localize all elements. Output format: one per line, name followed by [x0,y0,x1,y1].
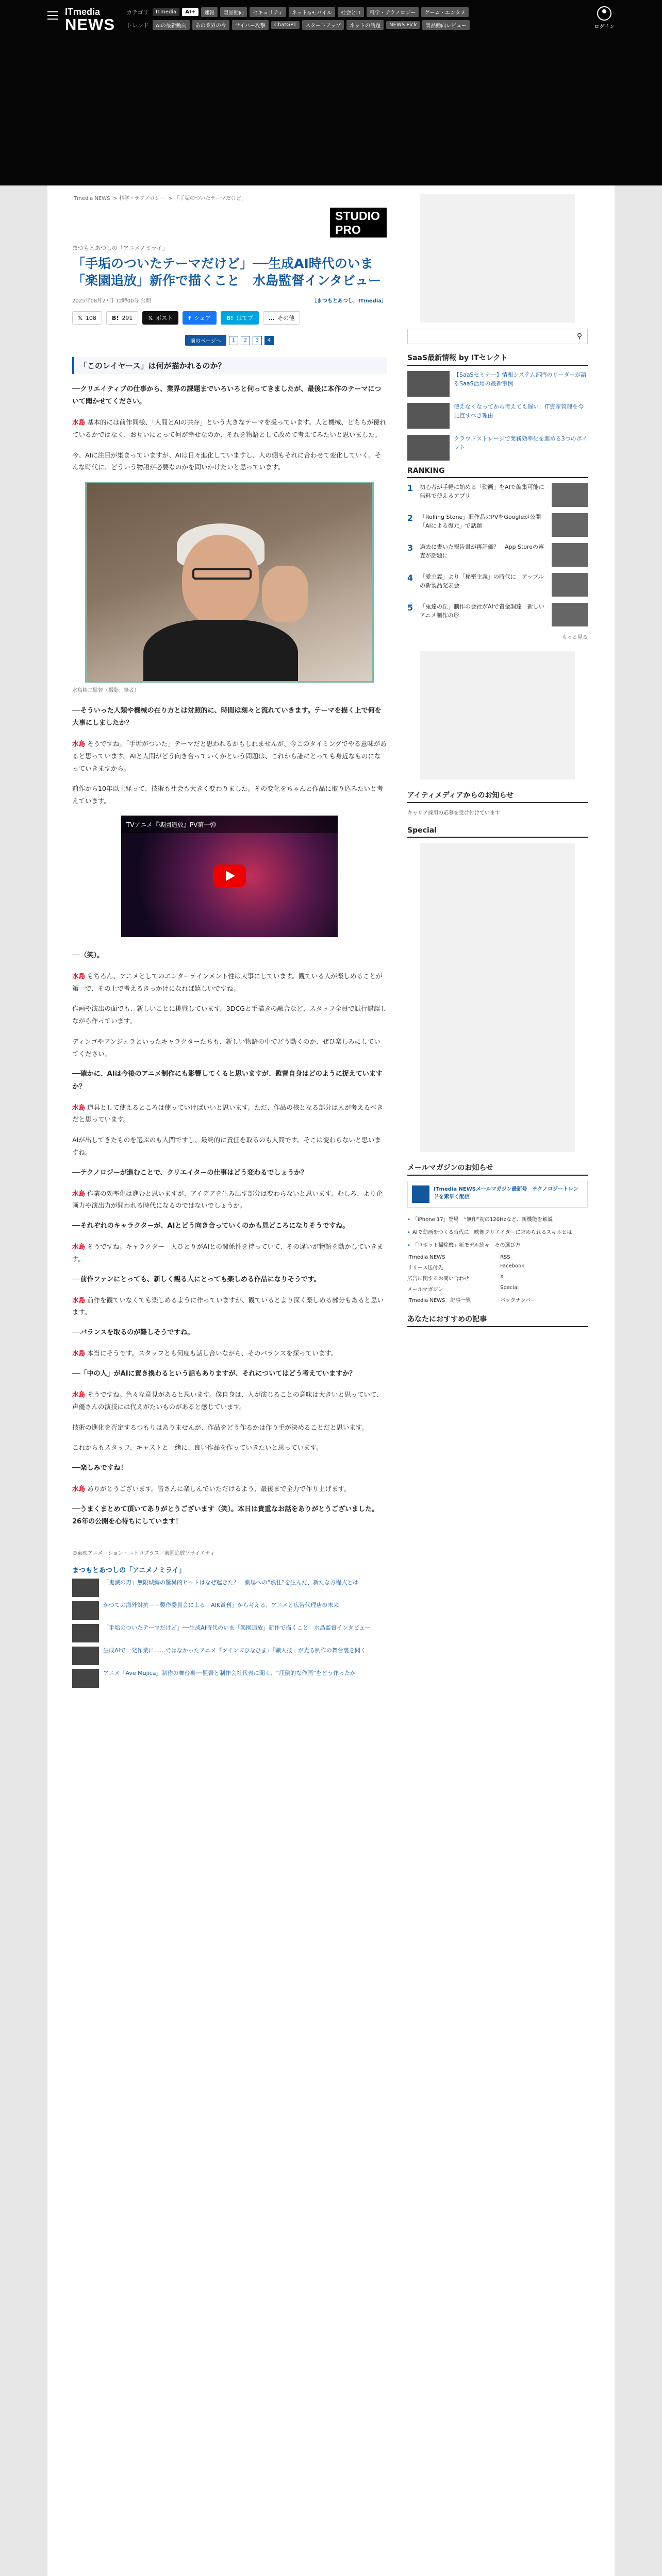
hatena-label: はてブ [236,315,254,321]
newsletter-heading: メールマガジンのお知らせ [407,1162,588,1176]
question: ──バランスを取るのが難しそうですね。 [72,1329,194,1337]
rank-title: 「兎達の丘」制作の会社がAIで資金調達 新しいアニメ制作の形 [420,603,544,619]
saas-item[interactable] [407,371,588,397]
nav-chip[interactable]: 製品動向レビュー [422,20,470,30]
article-title: 「手垢のついたテーマだけど」──生成AI時代のいま「楽園追放」新作で描くこと 水島監督インタビュー [72,256,382,288]
saas-title: 【SaaSセミナー】情報システム部門のリーダーが語るSaaS活用の最新事例 [454,371,587,387]
closing-question: ──うまくまとめて頂いてありがとうございます（笑）。本日は貴重なお話をありがとうございました。26年の公開を心待ちにしています！ [72,1505,379,1526]
nav-chip[interactable]: ネット&モバイル [289,7,335,17]
related-series-heading[interactable]: まつもとあつしの「アニメノミライ」 [72,1566,186,1574]
rank-title: 過去に書いた報告書が再評価？ App Storeの審査が話題に [420,544,544,559]
nav-chip[interactable]: 社会とIT [338,7,364,17]
link-item[interactable]: ITmedia NEWS 記事一覧 [407,1298,471,1303]
question: ──クリエイティブの仕事から、業界の課題までいろいろと伺ってきましたが、最後に本作のテーマについて聞かせてください。 [72,385,382,406]
nav-chip[interactable]: セキュリティ [250,7,286,17]
login-button[interactable] [594,6,615,30]
author-credit [312,296,387,304]
page-link[interactable]: 3 [253,336,262,345]
answer [72,1188,387,1212]
related-thumbnail [72,1647,99,1665]
nav-chip[interactable]: スタートアップ [302,20,344,30]
newsletter-logo [412,1185,429,1203]
breadcrumb-item[interactable]: ITmedia NEWS [72,196,110,201]
nav-chip[interactable]: ITmedia [153,8,179,16]
ranking-heading: RANKING [407,467,588,478]
related-thumbnail [72,1579,99,1597]
author-name[interactable]: ［まつもとあつし，ITmedia］ [311,298,387,304]
answer [72,1241,387,1265]
video-title[interactable]: TVアニメ『楽園追放』PV第一弾 [121,816,338,833]
rank-number: 5 [407,603,413,613]
related-thumbnail [72,1601,99,1620]
nav-chip[interactable]: ゲーム・エンタメ [421,7,469,17]
question: ──（笑）。 [72,951,104,959]
site-search [407,329,588,344]
rank-thumbnail [552,483,588,507]
more-share-button[interactable] [263,311,300,325]
studio-pro-badge[interactable] [330,208,387,238]
newsletter-item[interactable]: • AIで動画をつくる時代に 映像クリエイターに求められるスキルとは [407,1229,588,1236]
saas-item[interactable] [407,435,588,461]
related-title: 「鬼滅の刃」無限城編の驚異的ヒットはなぜ起きた？ 劇場への“熱狂”を生んだ、新たな方程式とは [103,1579,359,1586]
related-item[interactable] [72,1624,387,1642]
post-button[interactable] [142,311,178,325]
ad-slot[interactable] [420,194,575,323]
answer [72,970,387,995]
ranking-item[interactable] [407,513,588,537]
speaker-name: 水島 [72,1103,86,1111]
series-label[interactable]: まつもとあつしの「アニメノミライ」 [72,245,168,251]
nav-chip[interactable]: AIの最新動向 [153,20,190,30]
x-icon: 𝕏 [78,314,82,321]
rank-title: 初心者が手軽に始める「動画」をAIで編集可能に 無料で使えるアプリ [420,484,550,499]
rank-thumbnail [552,543,588,567]
nav-chip[interactable]: ネットの話題 [346,20,384,30]
recommended-heading: あなたにおすすめの記事 [407,1314,588,1327]
pagination [72,335,387,346]
related-title: かつての海外対抗ーー製作委員会による「AIK賞刊」から考える、アニメと広告代理店の未来 [103,1601,339,1608]
link-item[interactable]: Facebook [500,1263,524,1269]
rank-title: 「Rolling Stone」旧作品のPVをGoogleが公開「AIによる復元」で話題 [420,514,541,529]
related-item[interactable] [72,1579,387,1597]
footer-link-grid [407,1255,588,1303]
speaker-name: 水島 [72,1485,86,1493]
special-banner[interactable] [420,843,575,1152]
answer: 今、AIに注目が集まっていますが、AIは日々進化していますし、人の側もそれに合わせて変化していく。そんな時代に、どういう物語が必要なのかを問いかけたいと思っています。 [72,451,382,471]
nav-chip[interactable]: NEWS Pick [386,21,420,29]
copyright-credit: ©東映アニメーション・ニトロプラス／楽園追放ソサイエティ [72,1550,215,1556]
related-item[interactable] [72,1601,387,1620]
article-meta [72,296,387,304]
speaker-name: 水島 [72,1349,86,1358]
post-label: ポスト [156,315,173,321]
answer: 技術の進化を否定するつもりはありませんが、作品をどう作るかは作り手が決めることだと思います。 [72,1423,368,1431]
rank-number: 1 [407,483,413,493]
related-item[interactable] [72,1669,387,1688]
notice-link[interactable]: キャリア採用の応募を受け付けています [407,810,500,816]
newsletter-text [434,1185,583,1203]
user-icon [597,6,611,21]
photo-body [143,620,298,683]
nav-chip[interactable]: あの業界の今 [192,20,229,30]
notice-heading: アイティメディアからのお知らせ [407,790,588,803]
rank-number: 3 [407,543,413,553]
answer-text: そうですね。キャラクター一人ひとりがAIとの関係性を持っていて、その違いが物語を動かしていきます。 [72,1243,384,1263]
rank-number: 2 [407,513,413,523]
answer [72,416,387,441]
nav-chip[interactable]: AI+ [182,8,198,16]
article-main [72,194,387,2576]
answer-text: ありがとうございます。皆さんに楽しんでいただけるよう、最後まで全力で作り上げます。 [87,1485,351,1493]
hatena-icon: B! [226,314,234,321]
nav-chip[interactable]: ChatGPT [271,21,300,29]
speaker-name: 水島 [72,1189,86,1197]
answer-text: 道具として使えるところは使っていけばいいと思います。ただ、作品の核となる部分は人が考えるべきだと思っています。 [72,1103,384,1124]
bookmark-icon: B! [112,314,119,321]
speaker-name: 水島 [72,1391,86,1399]
sidebar [407,194,588,2576]
answer [72,1388,387,1413]
saas-thumbnail [407,435,450,461]
post-count-button[interactable] [72,311,102,325]
ranking-item[interactable] [407,483,588,507]
page-link-current: 4 [264,336,274,345]
nav-row-label: カテゴリ [126,9,149,16]
search-icon[interactable]: ⚲ [576,332,583,341]
saas-item[interactable] [407,403,588,429]
post-count: 108 [85,314,96,321]
link-item[interactable]: ITmedia NEWS [407,1255,445,1260]
link-item[interactable]: メールマガジン [407,1287,443,1293]
nav-chip[interactable]: サイバー攻撃 [232,20,269,30]
special-heading: Special [407,826,588,838]
newsletter-box[interactable] [407,1181,588,1208]
question: ──それぞれのキャラクターが、AIとどう向き合っていくのかも見どころになりそうですね。 [72,1222,350,1230]
badge-line: STUDIO [335,209,380,223]
speaker-name: 水島 [72,1296,86,1304]
link-item[interactable]: 広告に関するお問い合わせ [407,1276,469,1282]
bookmark-count-button[interactable] [106,311,138,325]
more-icon: … [269,314,275,321]
saas-heading: SaaS最新情報 by ITセレクト [407,352,588,366]
speaker-name: 水島 [72,1243,86,1251]
ranking-item[interactable] [407,573,588,597]
ranking-more-link[interactable]: もっと見る [562,635,588,640]
saas-thumbnail [407,403,450,429]
answer [72,1483,387,1495]
question: ──そういった人類や機械の在り方とは対照的に、時間は刻々と流れていきます。テーマを描く上で何を大事にしましたか？ [72,707,382,727]
related-thumbnail [72,1624,99,1642]
breadcrumb: ITmedia NEWS > 科学・テクノロジー > 「手垢のついたテーマだけど」 [72,196,246,201]
global-header [0,0,662,185]
page-link[interactable]: 2 [241,336,250,345]
saas-thumbnail [407,371,450,397]
rank-thumbnail [552,603,588,626]
answer [72,738,387,774]
answer: AIが出してきたものを選ぶのも人間ですし、最終的に責任を取るのも人間です。そこは変わらないと思いますね。 [72,1136,381,1156]
logo-news: NEWS [65,15,115,33]
video-embed[interactable] [121,816,338,937]
search-input[interactable] [408,329,572,344]
speaker-name: 水島 [72,740,86,748]
newsletter-title: ITmedia NEWSメールマガジン最新号 テクノロジートレンドを素早く配信 [434,1187,578,1200]
answer-text: そうですね。「手垢がついた」テーマだと思われるかもしれませんが、今このタイミングでやる意味があると思っています。AIと人間がどう向き合っていくかという問題は、これから誰にとっても身近なものになっていきますから。 [72,740,387,772]
ranking-item[interactable] [407,603,588,626]
nav-row-category [126,7,470,17]
ad-slot[interactable] [420,651,575,779]
answer-text: 作業の効率化は進むと思いますが、アイデアを生み出す部分は変わらないと思います。むしろ、より企画力や演出力が問われる時代になるのではないでしょうか。 [72,1189,383,1210]
top-nav [126,7,470,30]
answer-text: もちろん、アニメとしてのエンターテインメント性は大事にしています。観ている人が楽しめることが第一で、その上で考えるきっかけになれば嬉しいですね。 [72,972,383,992]
answer-text: 本当にそうです。スタッフとも何度も話し合いながら、そのバランスを探っています。 [87,1349,338,1358]
answer [72,1101,387,1126]
photo-hand [262,566,308,622]
facebook-icon: f [188,314,191,321]
site-logo[interactable] [65,7,115,32]
answer [72,1347,387,1360]
share-label: シェア [194,315,211,321]
page-link[interactable]: 1 [229,336,238,345]
link-item[interactable]: リリース送付先 [407,1265,443,1271]
answer [72,1294,387,1319]
prev-page-button[interactable]: 前のページへ [185,335,226,346]
answer-text: そうですね。色々な意見があると思います。僕自身は、人が演じることの意味は大きいと思っていて、声優さんの演技には代えがたいものがあると感じています。 [72,1391,383,1411]
saas-title: 使えなくなってから考えても遅い：IT資産管理を今見直すべき理由 [454,403,584,419]
speaker-name: 水島 [72,972,86,980]
publish-date: 2025年08月27日 12時00分 公開 [72,298,151,304]
bookmark-count: 291 [122,314,133,321]
link-item[interactable]: X [500,1274,504,1280]
related-title: アニメ「Ave Mujica」制作の舞台裏──監督と制作会社代表に聞く、“圧倒的な作画”をどう作ったか [103,1669,356,1676]
answer: これからもスタッフ、キャストと一緒に、良い作品を作っていきたいと思っています。 [72,1444,323,1452]
link-item[interactable]: バックナンバー [500,1298,536,1303]
play-icon[interactable] [213,865,246,887]
badge-line: PRO [335,223,361,236]
question: ──「中の人」がAIに置き換わるという話もありますが、それについてはどう考えていますか？ [72,1370,356,1378]
related-title: 「手垢のついたテーマだけど」──生成AI時代のいま「楽園追放」新作で描くこと 水島監督インタビュー [103,1624,371,1631]
nav-row-trend [126,20,470,30]
rank-thumbnail [552,513,588,537]
saas-title: クラウドストレージで業務効率化を進める3つのポイント [454,435,588,451]
question: ──楽しみですね！ [72,1464,127,1472]
newsletter-item[interactable]: • 「iPhone 17」登場 “無印”初の120Hzなど、新機能を解説 [407,1216,588,1224]
related-thumbnail [72,1669,99,1688]
hatena-button[interactable] [221,311,259,325]
related-item[interactable] [72,1647,387,1665]
ranking-item[interactable] [407,543,588,567]
menu-icon[interactable] [47,11,58,22]
rank-thumbnail [552,573,588,597]
link-item[interactable]: RSS [500,1255,510,1260]
x-icon: 𝕏 [148,314,153,321]
answer: 前作から10年以上経って、技術も社会も大きく変わりました。その変化をちゃんと作品に取り込みたいと考えています。 [72,785,384,805]
breadcrumb-item: 「手垢のついたテーマだけど」 [174,196,246,201]
other-label: その他 [277,315,295,321]
question: ──前作ファンにとっても、新しく観る人にとっても楽しめる作品になりそうです。 [72,1275,321,1283]
newsletter-item[interactable]: • 「ロボット掃除機」新モデル続々 その選び方 [407,1242,588,1249]
photo-glasses [192,568,252,580]
answer-text: 前作を観ていなくても楽しめるように作っていますが、観ているとより深く楽しめる部分もあると思います。 [72,1296,384,1316]
nav-row-label: トレンド [126,22,149,29]
logo-itmedia: ITmedia [65,7,101,17]
link-item[interactable]: Special [500,1285,519,1291]
nav-chip[interactable]: 科学・テクノロジー [367,7,419,17]
facebook-share-button[interactable] [183,311,217,325]
photo-caption: 水島精二監督（撮影：筆者） [72,688,139,694]
rank-title: 「愛主義」より「秘密主義」の時代に アップルの新製品発表会 [420,573,544,589]
share-bar [72,311,387,325]
nav-chip[interactable]: 速報 [201,7,218,17]
section-heading: 「このレイヤース」は何が描かれるのか？ [72,357,387,374]
related-title: 生成AIで一発作業に……ではなかったアニメ『ツインズひなひま』「職人技」が光る制作の舞台裏を聞く [103,1647,366,1654]
related-series [72,1565,387,1688]
question: ──確かに、AIは今後のアニメ制作にも影響してくると思いますが、監督自身はどのように捉えていますか？ [72,1070,383,1091]
rank-number: 4 [407,573,413,583]
login-label: ログイン [594,24,615,30]
nav-chip[interactable]: 製品動向 [220,7,247,17]
answer-text: 基本的には前作同様、「人間とAIの共存」という大きなテーマを扱っています。人と機械、どちらが優れているかではなく、お互いにとって何が幸せなのか、それを物語として改めて考えてみたいと思いました。 [72,418,387,438]
answer: 作画や演出の面でも、新しいことに挑戦しています。3DCGと手描きの融合など、スタッフ全員で試行錯誤しながら作っています。 [72,1005,387,1025]
speaker-name: 水島 [72,418,86,427]
photo-face [182,535,259,625]
director-photo[interactable] [85,482,374,683]
question: ──テクノロジーが進むことで、クリエイターの仕事はどう変わるでしょうか？ [72,1168,308,1177]
page-container [47,185,615,2576]
answer: ディンゴやアンジェラといったキャラクターたちも、新しい物語の中でどう動くのか、ぜひ楽しみにしていてください。 [72,1037,380,1058]
breadcrumb-item[interactable]: 科学・テクノロジー [119,196,166,201]
